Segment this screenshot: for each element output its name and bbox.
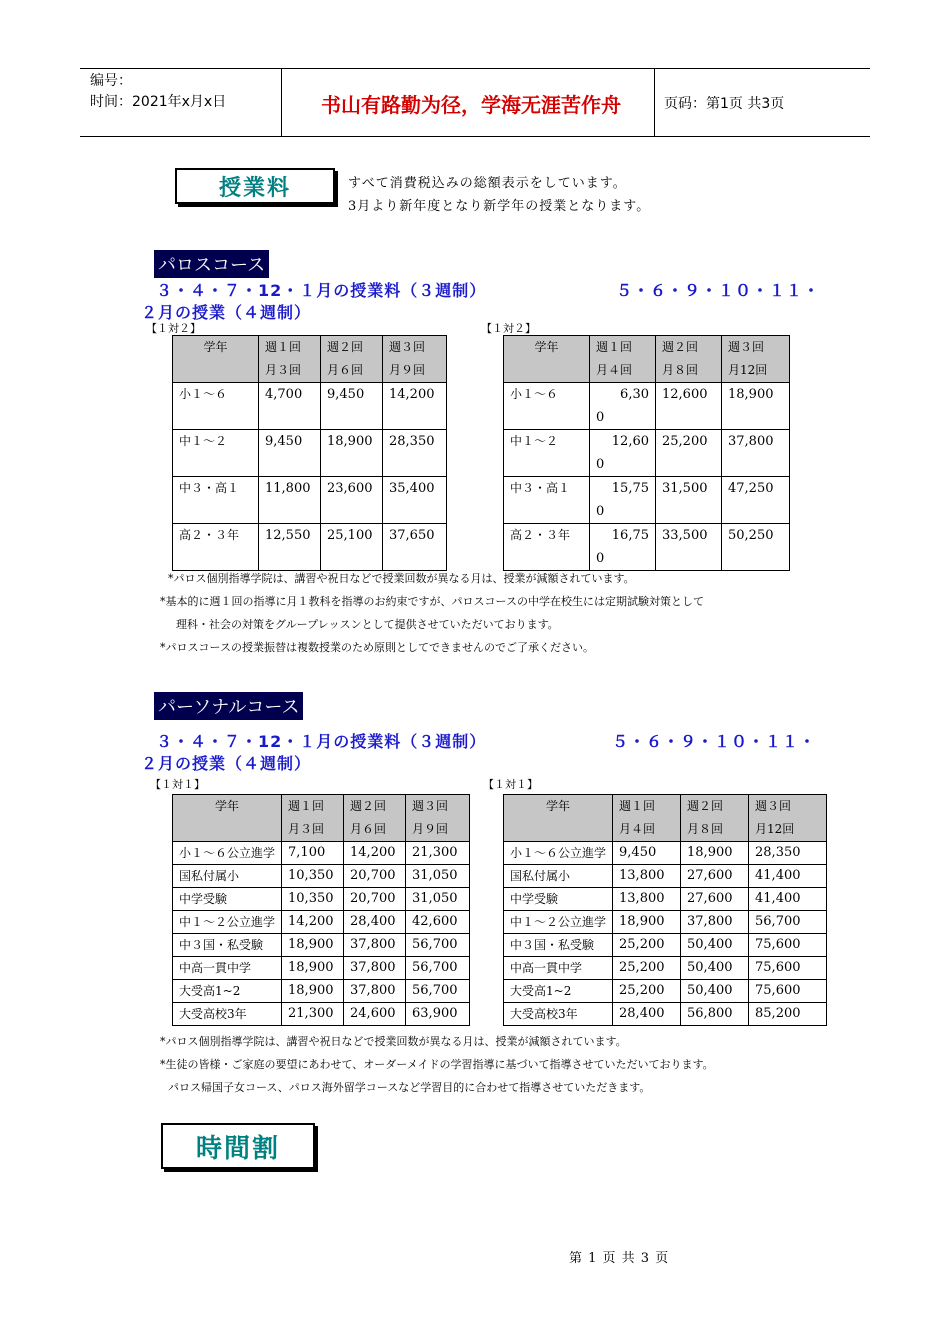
table-cell: 47,250 bbox=[722, 477, 790, 524]
table-row bbox=[173, 1003, 470, 1026]
table-cell: 小１～６ bbox=[504, 383, 590, 430]
table-row bbox=[173, 477, 447, 524]
header-meta bbox=[90, 71, 226, 113]
table-row bbox=[173, 911, 470, 934]
table-row bbox=[504, 980, 827, 1003]
table-header-cell: 週２回 月８回 bbox=[656, 336, 722, 383]
header-divider bbox=[281, 69, 282, 136]
table-row bbox=[173, 934, 470, 957]
table-row bbox=[504, 477, 790, 524]
table-cell: 28,400 bbox=[613, 1003, 681, 1026]
table-cell: 56,700 bbox=[406, 957, 470, 980]
table-cell: 37,800 bbox=[722, 430, 790, 477]
table-header-row bbox=[504, 795, 827, 842]
table-cell: 56,800 bbox=[681, 1003, 749, 1026]
personal-notes bbox=[160, 1030, 880, 1099]
table-header-cell: 週２回 月６回 bbox=[344, 795, 406, 842]
table-cell: 大受高校3年 bbox=[173, 1003, 282, 1026]
table-cell: 20,700 bbox=[344, 865, 406, 888]
page-header bbox=[80, 68, 870, 137]
doc-number-label: 编号： bbox=[90, 73, 132, 89]
table-row bbox=[504, 934, 827, 957]
paros-months-b: ５・６・９・１０・１１・ bbox=[616, 281, 821, 300]
table-row bbox=[504, 383, 790, 430]
table-cell: 18,900 bbox=[613, 911, 681, 934]
table-cell: 50,400 bbox=[681, 934, 749, 957]
table-row bbox=[504, 957, 827, 980]
timetable-title-box: 時間割 bbox=[161, 1123, 315, 1169]
table-cell: 63,900 bbox=[406, 1003, 470, 1026]
table-cell: 大受高1~2 bbox=[504, 980, 613, 1003]
table-cell: 18,900 bbox=[282, 957, 344, 980]
table-header-cell: 学年 bbox=[504, 795, 613, 842]
table-cell: 小１～６公立進学 bbox=[173, 842, 282, 865]
table-cell: 中１～２ bbox=[173, 430, 259, 477]
table-row bbox=[504, 524, 790, 571]
note-line: 理科・社会の対策をグループレッスンとして提供させていただいております。 bbox=[176, 618, 559, 631]
table-cell: 中１～２公立進学 bbox=[504, 911, 613, 934]
table-cell: 41,400 bbox=[749, 888, 827, 911]
table-cell: 56,700 bbox=[406, 934, 470, 957]
table-cell: 国私付属小 bbox=[504, 865, 613, 888]
table-cell: 20,700 bbox=[344, 888, 406, 911]
table-cell: 小１～６ bbox=[173, 383, 259, 430]
table-cell: 35,400 bbox=[383, 477, 447, 524]
table-cell: 14,200 bbox=[344, 842, 406, 865]
table-cell: 7,100 bbox=[282, 842, 344, 865]
tuition-title-box: 授業料 bbox=[175, 168, 335, 204]
header-page-code: 页码：第1页 共3页 bbox=[664, 96, 785, 112]
table-cell: 37,800 bbox=[344, 980, 406, 1003]
table-row bbox=[173, 888, 470, 911]
table-header-cell: 学年 bbox=[173, 336, 259, 383]
table-header-row bbox=[173, 336, 447, 383]
page-footer: 第 1 页 共 3 页 bbox=[569, 1251, 670, 1266]
table-cell: 25,200 bbox=[656, 430, 722, 477]
table-cell: 中３国・私受験 bbox=[504, 934, 613, 957]
table-cell: 28,350 bbox=[383, 430, 447, 477]
personal-months-c: ２月の授業（４週制） bbox=[141, 754, 312, 773]
table-cell: 9,450 bbox=[259, 430, 321, 477]
table-cell: 27,600 bbox=[681, 888, 749, 911]
table-header-cell: 週１回 月３回 bbox=[282, 795, 344, 842]
table-cell: 高２・３年 bbox=[173, 524, 259, 571]
table-cell: 13,800 bbox=[613, 865, 681, 888]
table-cell: 75,600 bbox=[749, 980, 827, 1003]
note-line: *パロス個別指導学院は、講習や祝日などで授業回数が異なる月は、授業が減額されています。 bbox=[168, 572, 635, 585]
table-cell: 37,650 bbox=[383, 524, 447, 571]
table-cell: 9,450 bbox=[321, 383, 383, 430]
table-header-cell: 週３回 月12回 bbox=[749, 795, 827, 842]
table-cell: 50,400 bbox=[681, 980, 749, 1003]
table-cell: 28,400 bbox=[344, 911, 406, 934]
tuition-intro bbox=[348, 172, 650, 218]
paros-ratio-right: 【１対２】 bbox=[481, 322, 536, 335]
table-cell: 21,300 bbox=[406, 842, 470, 865]
table-cell: 18,900 bbox=[282, 934, 344, 957]
table-cell: 37,800 bbox=[344, 957, 406, 980]
table-cell: 18,900 bbox=[681, 842, 749, 865]
table-cell: 27,600 bbox=[681, 865, 749, 888]
table-cell: 12,550 bbox=[259, 524, 321, 571]
table-header-row bbox=[173, 795, 470, 842]
table-row bbox=[173, 980, 470, 1003]
table-cell: 大受高校3年 bbox=[504, 1003, 613, 1026]
table-row bbox=[173, 957, 470, 980]
table-cell: 6,30 0 bbox=[590, 383, 656, 430]
table-cell: 中１～２公立進学 bbox=[173, 911, 282, 934]
table-cell: 41,400 bbox=[749, 865, 827, 888]
table-row bbox=[173, 383, 447, 430]
table-header-cell: 週２回 月８回 bbox=[681, 795, 749, 842]
table-cell: 21,300 bbox=[282, 1003, 344, 1026]
personal-ratio-left: 【１対１】 bbox=[150, 778, 205, 791]
note-line: パロス帰国子女コース、パロス海外留学コースなど学習目的に合わせて指導させていただきます。 bbox=[168, 1081, 651, 1094]
table-cell: 56,700 bbox=[749, 911, 827, 934]
header-motto: 书山有路勤为径，学海无涯苦作舟 bbox=[321, 93, 621, 117]
table-cell: 中高一貫中学 bbox=[504, 957, 613, 980]
table-cell: 18,900 bbox=[282, 980, 344, 1003]
table-row bbox=[504, 430, 790, 477]
personal-months-a: ３・４・７・12・１月の授業料（３週制） bbox=[156, 732, 487, 751]
table-header-cell: 学年 bbox=[504, 336, 590, 383]
table-header-cell: 週３回 月９回 bbox=[383, 336, 447, 383]
table-cell: 25,100 bbox=[321, 524, 383, 571]
table-cell: 14,200 bbox=[282, 911, 344, 934]
table-cell: 10,350 bbox=[282, 865, 344, 888]
table-header-row bbox=[504, 336, 790, 383]
table-cell: 16,75 0 bbox=[590, 524, 656, 571]
personal-ratio-right: 【１対１】 bbox=[483, 778, 538, 791]
personal-table-left bbox=[172, 794, 470, 1026]
table-cell: 中３・高１ bbox=[173, 477, 259, 524]
table-cell: 25,200 bbox=[613, 957, 681, 980]
table-cell: 37,800 bbox=[681, 911, 749, 934]
table-header-cell: 週３回 月12回 bbox=[722, 336, 790, 383]
table-cell: 12,60 0 bbox=[590, 430, 656, 477]
table-cell: 中１～２ bbox=[504, 430, 590, 477]
note-line: *パロスコースの授業振替は複数授業のため原則としてできませんのでご了承ください。 bbox=[160, 641, 594, 654]
table-cell: 10,350 bbox=[282, 888, 344, 911]
paros-table-right bbox=[503, 335, 790, 571]
table-cell: 56,700 bbox=[406, 980, 470, 1003]
table-cell: 9,450 bbox=[613, 842, 681, 865]
table-header-cell: 週１回 月３回 bbox=[259, 336, 321, 383]
table-row bbox=[173, 865, 470, 888]
note-line: *パロス個別指導学院は、講習や祝日などで授業回数が異なる月は、授業が減額されています。 bbox=[160, 1035, 627, 1048]
paros-ratio-left: 【１対２】 bbox=[146, 322, 201, 335]
table-header-cell: 週１回 月４回 bbox=[590, 336, 656, 383]
table-header-cell: 学年 bbox=[173, 795, 282, 842]
table-cell: 12,600 bbox=[656, 383, 722, 430]
table-header-cell: 週１回 月４回 bbox=[613, 795, 681, 842]
table-cell: 大受高1~2 bbox=[173, 980, 282, 1003]
note-line: *基本的に週１回の指導に月１教科を指導のお約束ですが、パロスコースの中学在校生には定期試験対策として bbox=[160, 595, 704, 608]
table-cell: 4,700 bbox=[259, 383, 321, 430]
table-cell: 中３・高１ bbox=[504, 477, 590, 524]
table-header-cell: 週２回 月６回 bbox=[321, 336, 383, 383]
table-cell: 中３国・私受験 bbox=[173, 934, 282, 957]
personal-months-b: ５・６・９・１０・１１・ bbox=[612, 732, 817, 751]
table-cell: 23,600 bbox=[321, 477, 383, 524]
table-cell: 28,350 bbox=[749, 842, 827, 865]
table-row bbox=[504, 842, 827, 865]
paros-months-c: ２月の授業（４週制） bbox=[141, 303, 312, 322]
table-row bbox=[504, 888, 827, 911]
table-row bbox=[173, 430, 447, 477]
header-divider bbox=[654, 69, 655, 136]
table-cell: 42,600 bbox=[406, 911, 470, 934]
note-line: *生徒の皆様・ご家庭の要望にあわせて、オーダーメイドの学習指導に基づいて指導させていただいております。 bbox=[160, 1058, 714, 1071]
table-header-cell: 週３回 月９回 bbox=[406, 795, 470, 842]
paros-notes bbox=[160, 567, 860, 659]
table-cell: 小１～６公立進学 bbox=[504, 842, 613, 865]
table-cell: 18,900 bbox=[722, 383, 790, 430]
doc-date-label: 时间：2021年x月x日 bbox=[90, 94, 227, 110]
table-cell: 31,500 bbox=[656, 477, 722, 524]
tuition-intro-line: 3月より新年度となり新学年の授業となります。 bbox=[348, 199, 651, 214]
table-cell: 25,200 bbox=[613, 980, 681, 1003]
table-cell: 中高一貫中学 bbox=[173, 957, 282, 980]
table-cell: 高２・３年 bbox=[504, 524, 590, 571]
personal-course-heading: パーソナルコース bbox=[154, 692, 303, 720]
table-cell: 50,400 bbox=[681, 957, 749, 980]
table-row bbox=[173, 842, 470, 865]
table-cell: 国私付属小 bbox=[173, 865, 282, 888]
table-cell: 中学受験 bbox=[173, 888, 282, 911]
table-row bbox=[504, 1003, 827, 1026]
table-cell: 中学受験 bbox=[504, 888, 613, 911]
table-cell: 85,200 bbox=[749, 1003, 827, 1026]
table-cell: 25,200 bbox=[613, 934, 681, 957]
table-cell: 31,050 bbox=[406, 865, 470, 888]
table-cell: 75,600 bbox=[749, 957, 827, 980]
table-row bbox=[504, 865, 827, 888]
table-row bbox=[504, 911, 827, 934]
tuition-intro-line: すべて消費税込みの総額表示をしています。 bbox=[348, 176, 627, 191]
personal-table-right bbox=[503, 794, 827, 1026]
table-cell: 37,800 bbox=[344, 934, 406, 957]
table-cell: 15,75 0 bbox=[590, 477, 656, 524]
table-cell: 11,800 bbox=[259, 477, 321, 524]
table-cell: 75,600 bbox=[749, 934, 827, 957]
table-cell: 18,900 bbox=[321, 430, 383, 477]
paros-table-left bbox=[172, 335, 447, 571]
table-row bbox=[173, 524, 447, 571]
paros-months-a: ３・４・７・12・１月の授業料（３週制） bbox=[156, 281, 487, 300]
paros-course-heading: パロスコース bbox=[154, 250, 269, 278]
table-cell: 13,800 bbox=[613, 888, 681, 911]
table-cell: 33,500 bbox=[656, 524, 722, 571]
table-cell: 24,600 bbox=[344, 1003, 406, 1026]
table-cell: 14,200 bbox=[383, 383, 447, 430]
table-cell: 50,250 bbox=[722, 524, 790, 571]
table-cell: 31,050 bbox=[406, 888, 470, 911]
